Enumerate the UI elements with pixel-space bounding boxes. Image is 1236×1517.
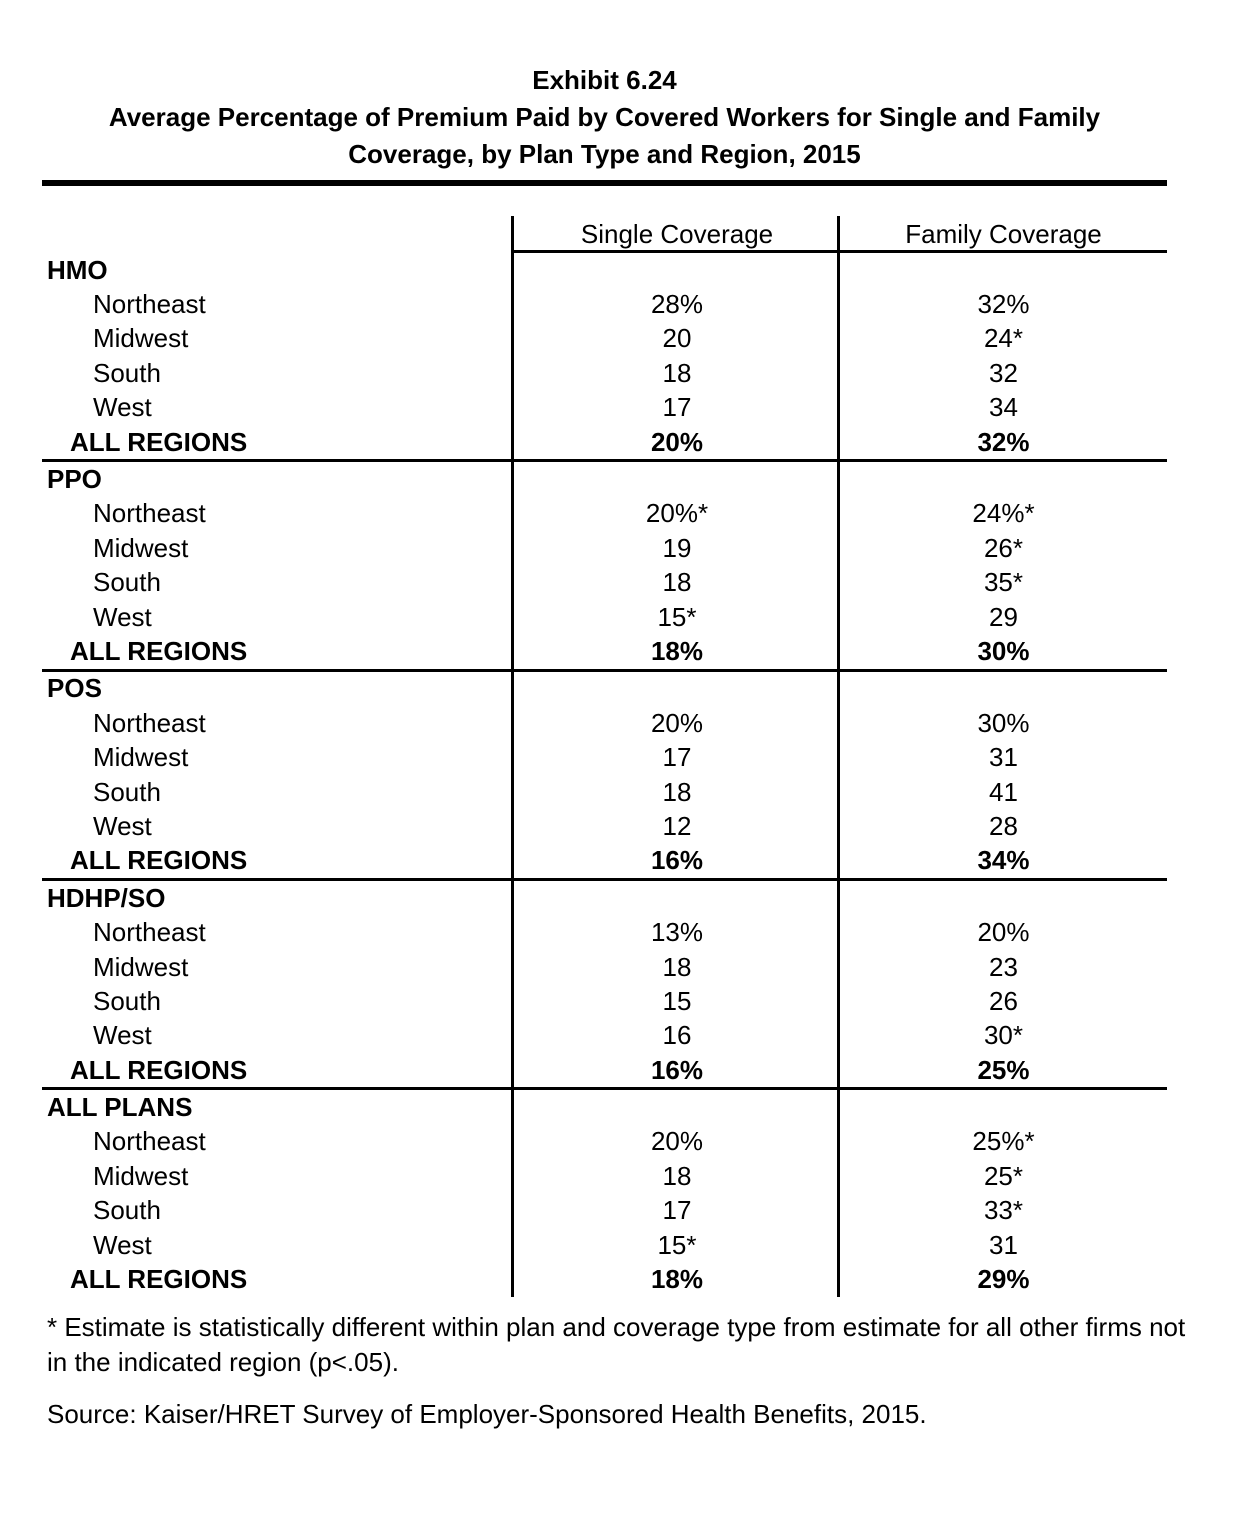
single-coverage-value: 28% xyxy=(650,289,704,320)
family-coverage-total: 30% xyxy=(977,635,1030,666)
region-label: Northeast xyxy=(93,707,206,738)
single-coverage-total: 18% xyxy=(650,635,704,666)
family-coverage-value: 31 xyxy=(989,1229,1018,1260)
group-header-row xyxy=(42,672,1167,706)
single-coverage-total: 16% xyxy=(650,1054,704,1085)
family-coverage-value: 32 xyxy=(989,357,1018,388)
all-regions-label: ALL REGIONS xyxy=(70,1264,248,1295)
region-label: Midwest xyxy=(93,1160,189,1191)
all-regions-row xyxy=(42,844,1167,878)
family-coverage-total: 29% xyxy=(977,1264,1030,1295)
family-coverage-value: 25%* xyxy=(972,1126,1035,1157)
single-coverage-value: 16 xyxy=(662,1020,692,1051)
region-label: West xyxy=(93,1229,152,1260)
family-coverage-total: 32% xyxy=(977,426,1030,457)
region-label: Midwest xyxy=(93,532,189,563)
single-coverage-value: 17 xyxy=(662,392,692,423)
footnote: * Estimate is statistically different within plan and coverage type from estimate for all other firms not in the indicated region (p<.05). xyxy=(47,1312,1186,1377)
single-coverage-value: 20%* xyxy=(645,498,709,529)
all-regions-row xyxy=(42,1053,1167,1087)
table-row xyxy=(42,391,1167,425)
family-coverage-value: 28 xyxy=(989,810,1018,841)
region-label: Midwest xyxy=(93,951,189,982)
single-coverage-value: 18 xyxy=(662,776,692,807)
single-coverage-total: 16% xyxy=(650,845,704,876)
table-row xyxy=(42,287,1167,321)
header-family-coverage: Family Coverage xyxy=(905,219,1102,249)
family-coverage-total: 25% xyxy=(977,1054,1030,1085)
table-row xyxy=(42,566,1167,600)
single-coverage-total: 18% xyxy=(650,1264,704,1295)
group-header-row xyxy=(42,253,1167,287)
table-row xyxy=(42,531,1167,565)
group-header-row xyxy=(42,881,1167,915)
family-coverage-value: 26 xyxy=(989,985,1018,1016)
region-label: West xyxy=(93,1020,152,1051)
family-coverage-value: 24%* xyxy=(972,498,1035,529)
single-coverage-value: 19 xyxy=(662,532,692,563)
family-coverage-value: 34 xyxy=(989,392,1018,423)
table-row xyxy=(42,1228,1167,1262)
exhibit xyxy=(42,62,1167,1297)
single-coverage-total: 20% xyxy=(650,426,704,457)
plan-type-label: HMO xyxy=(47,254,108,285)
family-coverage-value: 25* xyxy=(983,1160,1024,1191)
table-row xyxy=(42,356,1167,390)
table-row xyxy=(42,1159,1167,1193)
region-label: South xyxy=(93,357,161,388)
region-label: Midwest xyxy=(93,742,189,773)
region-label: South xyxy=(93,776,161,807)
table-row xyxy=(42,600,1167,634)
single-coverage-value: 18 xyxy=(662,1160,692,1191)
single-coverage-value: 15 xyxy=(662,985,692,1016)
table-body xyxy=(42,253,1167,1297)
region-label: South xyxy=(93,985,161,1016)
notes xyxy=(47,1310,1197,1432)
all-regions-label: ALL REGIONS xyxy=(70,426,248,457)
family-coverage-value: 31 xyxy=(989,742,1018,773)
plan-type-label: POS xyxy=(47,673,102,704)
family-coverage-value: 29 xyxy=(989,601,1018,632)
all-regions-row xyxy=(42,425,1167,459)
family-coverage-value: 24* xyxy=(983,323,1024,354)
group-header-row xyxy=(42,1090,1167,1124)
table-row xyxy=(42,1194,1167,1228)
title-rule xyxy=(42,180,1167,186)
family-coverage-value: 32% xyxy=(977,289,1030,320)
single-coverage-value: 20 xyxy=(662,323,692,354)
plan-type-label: HDHP/SO xyxy=(47,882,166,913)
column-divider-1 xyxy=(511,216,514,1297)
table-row xyxy=(42,706,1167,740)
title-block xyxy=(42,62,1167,173)
table-row xyxy=(42,1125,1167,1159)
data-table xyxy=(42,216,1167,1297)
table-row xyxy=(42,1019,1167,1053)
table-row xyxy=(42,915,1167,949)
family-coverage-value: 30% xyxy=(977,707,1030,738)
header-single-coverage: Single Coverage xyxy=(580,219,774,249)
family-coverage-value: 30* xyxy=(983,1020,1024,1051)
exhibit-title-line-2: Coverage, by Plan Type and Region, 2015 xyxy=(348,139,861,169)
single-coverage-value: 12 xyxy=(662,810,692,841)
family-coverage-value: 26* xyxy=(983,532,1024,563)
exhibit-title-line-1: Average Percentage of Premium Paid by Covered Workers for Single and Family xyxy=(108,102,1101,132)
region-label: Midwest xyxy=(93,323,189,354)
table-row xyxy=(42,775,1167,809)
exhibit-number: Exhibit 6.24 xyxy=(532,65,677,95)
single-coverage-value: 18 xyxy=(662,357,692,388)
single-coverage-value: 20% xyxy=(650,1126,704,1157)
single-coverage-value: 15* xyxy=(657,601,697,632)
single-coverage-value: 13% xyxy=(650,917,704,948)
single-coverage-value: 20% xyxy=(650,707,704,738)
region-label: Northeast xyxy=(93,917,206,948)
column-divider-2 xyxy=(837,216,840,1297)
single-coverage-value: 15* xyxy=(657,1229,697,1260)
table-row xyxy=(42,950,1167,984)
region-label: South xyxy=(93,1195,161,1226)
plan-type-label: ALL PLANS xyxy=(47,1092,193,1123)
family-coverage-total: 34% xyxy=(977,845,1030,876)
single-coverage-value: 18 xyxy=(662,951,692,982)
all-regions-row xyxy=(42,634,1167,668)
single-coverage-value: 17 xyxy=(662,1195,692,1226)
region-label: West xyxy=(93,601,152,632)
all-regions-label: ALL REGIONS xyxy=(70,635,248,666)
table-row xyxy=(42,322,1167,356)
single-coverage-value: 17 xyxy=(662,742,692,773)
family-coverage-value: 41 xyxy=(989,776,1018,807)
table-row xyxy=(42,497,1167,531)
family-coverage-value: 33* xyxy=(983,1195,1024,1226)
region-label: West xyxy=(93,810,152,841)
all-regions-row xyxy=(42,1262,1167,1296)
all-regions-label: ALL REGIONS xyxy=(70,845,248,876)
table-row xyxy=(42,740,1167,774)
family-coverage-value: 20% xyxy=(977,917,1030,948)
region-label: Northeast xyxy=(93,289,206,320)
region-label: Northeast xyxy=(93,1126,206,1157)
table-row xyxy=(42,984,1167,1018)
plan-type-label: PPO xyxy=(47,464,102,495)
family-coverage-value: 35* xyxy=(983,567,1024,598)
family-coverage-value: 23 xyxy=(989,951,1018,982)
region-label: South xyxy=(93,567,161,598)
source-note: Source: Kaiser/HRET Survey of Employer-Sponsored Health Benefits, 2015. xyxy=(47,1399,927,1429)
single-coverage-value: 18 xyxy=(662,567,692,598)
group-header-row xyxy=(42,462,1167,496)
region-label: West xyxy=(93,392,152,423)
region-label: Northeast xyxy=(93,498,206,529)
header-row xyxy=(42,216,1167,250)
table-row xyxy=(42,809,1167,843)
all-regions-label: ALL REGIONS xyxy=(70,1054,248,1085)
